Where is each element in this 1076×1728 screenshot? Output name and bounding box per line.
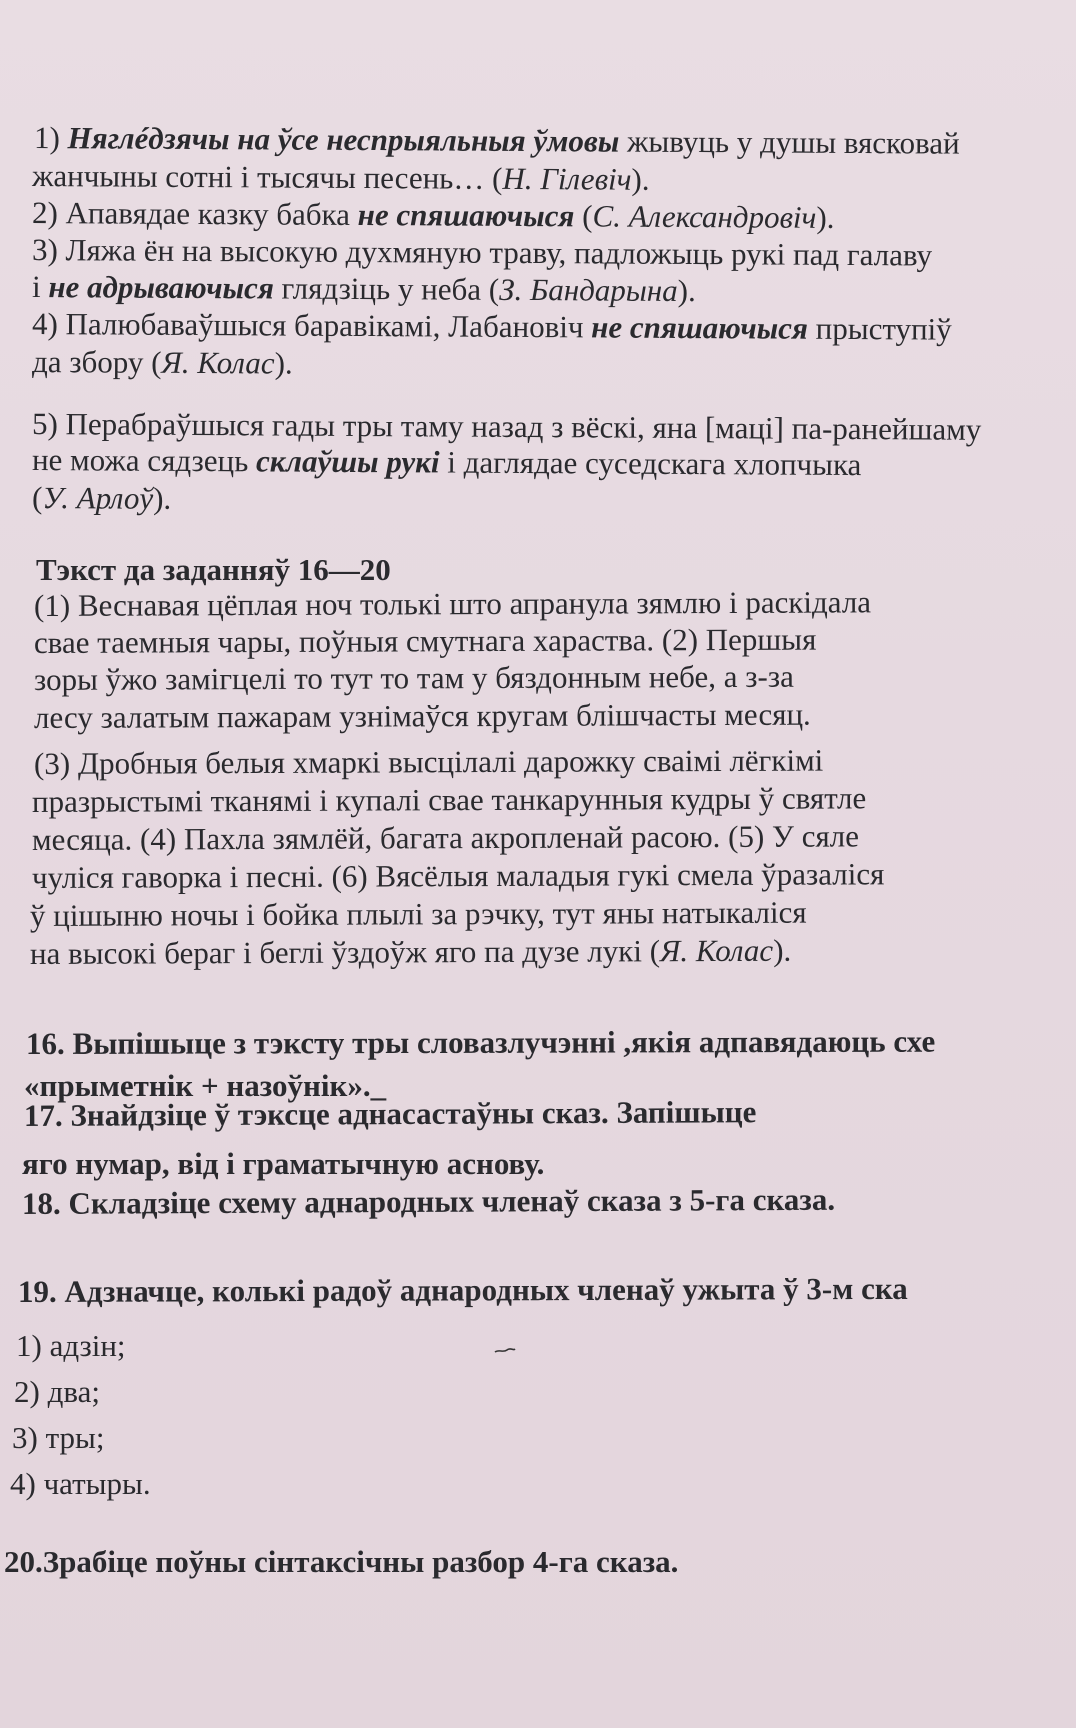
phrase-highlight: не спяшаючыся	[357, 196, 575, 234]
task-16-line-1: 16. Выпішыце з тэксту тры словазлучэнні ,якія адпавядаюць схе	[25, 1023, 936, 1061]
sentence-2: 2) Апавядае казку бабка не спяшаючыся (С. Александровіч).	[31, 195, 835, 235]
sentence-5-line-1: 5) Перабраўшыся гады тры таму назад з вёскі, яна [маці] па-ранейшаму	[31, 406, 982, 447]
text-line: празрыстымі тканямі і купалі свае танкарунныя кудры ў святле	[31, 780, 867, 819]
text-line: (3) Дробныя белыя хмаркі высцілалі дарожку сваімі лёгкімі	[33, 742, 824, 781]
author: З. Бандарына	[499, 271, 678, 308]
task-19-option: 4) чатыры.	[10, 1466, 151, 1501]
pen-mark	[494, 1343, 516, 1349]
task-19: 19. Адзначце, колькі радоў аднародных членаў ужыта ў 3-м ска	[17, 1270, 908, 1309]
author: У. Арлоў	[42, 480, 154, 516]
phrase-highlight: не адрываючыся	[48, 269, 274, 306]
phrase-highlight: склаўшы рукі	[255, 443, 440, 480]
author: Я. Колас	[161, 344, 275, 381]
text-line: лесу залатым пажарам узнімаўся кругам блішчасты месяц.	[33, 696, 811, 735]
text-line: (1) Веснавая цёплая ноч толькі што апранула зямлю і раскідала	[33, 584, 872, 623]
task-17-line-2: яго нумар, від і граматычную аснову.	[22, 1146, 545, 1181]
author: Н. Гілевіч	[502, 160, 632, 197]
text-line: чуліся гаворка і песні. (6) Вясёлыя маладыя гукі смела ўразаліся	[31, 856, 885, 895]
sentence-5-line-2: не можа сядзець склаўшы рукі і даглядае суседскага хлопчыка	[31, 442, 862, 483]
phrase-highlight: Няглéдзячы на ўсе неспрыяльныя ўмовы	[67, 120, 620, 159]
task-19-option: 2) два;	[14, 1374, 100, 1409]
sentence-1-line-1: 1) Няглéдзячы на ўсе неспрыяльныя ўмовы жывуць у душы вясковай	[33, 120, 960, 161]
sentence-3-line-2: і не адрываючыся глядзіць у неба (З. Бандарына).	[31, 269, 696, 309]
text-line-last: на высокі бераг і беглі ўздоўж яго па дузе лукі (Я. Колас).	[29, 932, 792, 971]
sentence-1-line-2: жанчыны сотні і тысячы песень… (Н. Гілевіч).	[31, 158, 650, 197]
sentence-4-line-1: 4) Палюбаваўшыся баравікамі, Лабановіч не спяшаючыся прыступіў	[31, 306, 952, 347]
text-line: зоры ўжо замігцелі то тут то там у бяздонным небе, а з-за	[33, 658, 794, 697]
phrase-highlight: не спяшаючыся	[591, 309, 809, 346]
text-line: месяца. (4) Пахла зямлёй, багата акропленай расою. (5) У сяле	[31, 818, 860, 857]
sentence-5-line-3: (У. Арлоў).	[31, 480, 172, 516]
sentence-3-line-1: 3) Ляжа ён на высокую духмяную траву, падложыць рукі пад галаву	[31, 232, 933, 273]
task-17-line-1: 17. Знайдзіце ў тэксце аднасастаўны сказ. Запішыце	[23, 1094, 757, 1133]
text-line: свае таемныя чары, поўныя смутнага хараства. (2) Першыя	[33, 621, 817, 660]
task-20: 20.Зрабіце поўны сінтаксічны разбор 4-га сказа.	[4, 1544, 679, 1579]
author: С. Александровіч	[592, 198, 817, 235]
task-19-option: 3) тры;	[12, 1420, 105, 1455]
author: Я. Колас	[659, 932, 774, 969]
task-16-line-2: «прыметнік + назоўнік»._	[24, 1068, 387, 1103]
text-line: ў цішыню ночы і бойка плылі за рэчку, тут яны натыкаліся	[29, 894, 807, 933]
sentence-4-line-2: да збору (Я. Колас).	[31, 344, 293, 381]
text-heading: Тэкст да заданняў 16—20	[36, 552, 391, 587]
task-19-option: 1) адзін;	[16, 1328, 126, 1363]
task-18: 18. Складзіце схему аднародных членаў сказа з 5-га сказа.	[21, 1181, 836, 1221]
